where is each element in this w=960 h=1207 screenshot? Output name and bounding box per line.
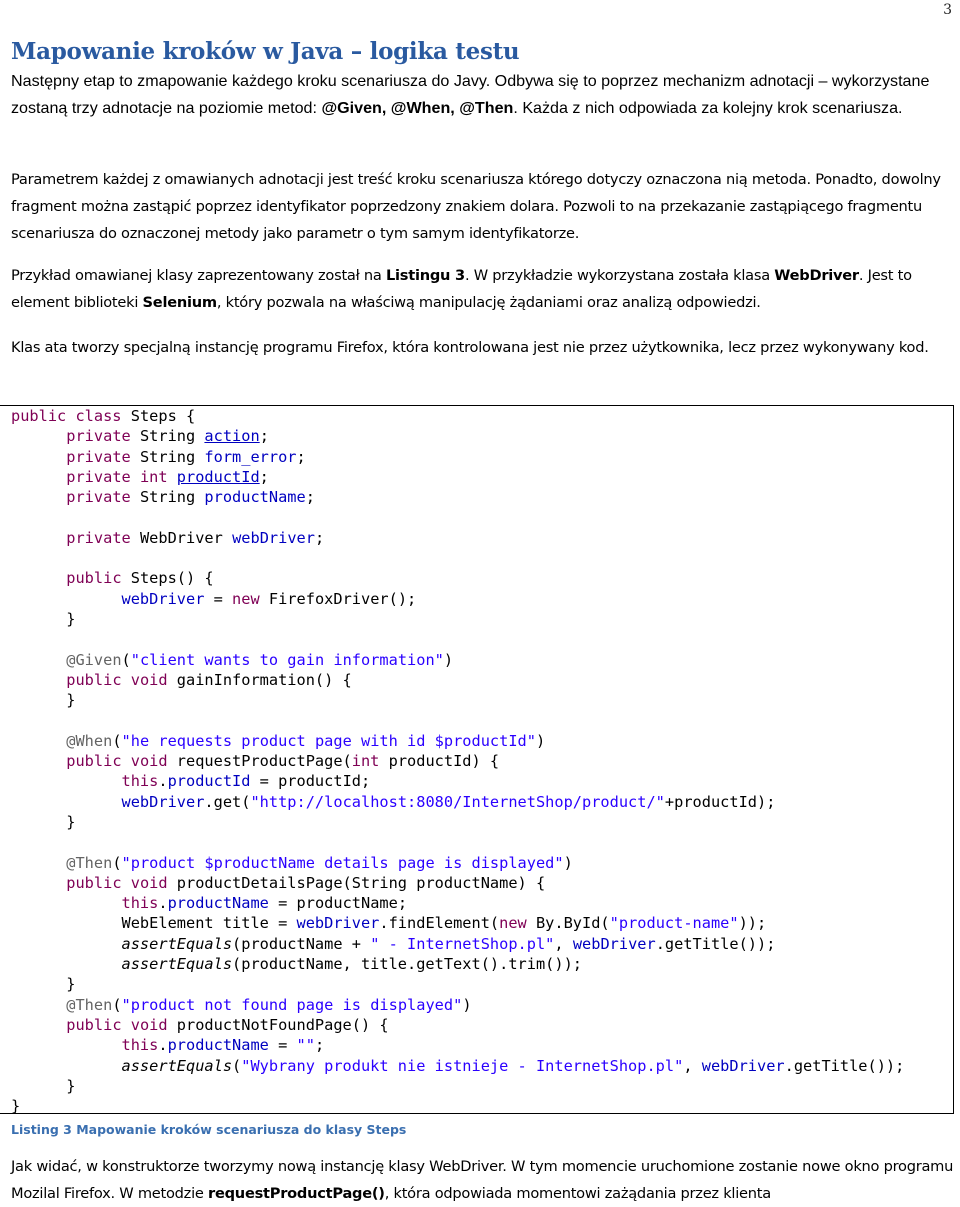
code-token: ) bbox=[443, 650, 454, 669]
code-token bbox=[11, 874, 66, 892]
code-line bbox=[11, 812, 904, 832]
code-token: productName bbox=[204, 488, 306, 507]
code-token: productId) { bbox=[388, 752, 500, 771]
code-line bbox=[11, 609, 904, 629]
code-line bbox=[11, 853, 904, 873]
code-token bbox=[11, 1057, 122, 1075]
code-token bbox=[11, 529, 66, 547]
code-line bbox=[11, 650, 904, 670]
code-token: productName bbox=[167, 1036, 269, 1055]
code-line bbox=[11, 467, 904, 487]
code-token bbox=[11, 935, 122, 953]
code-token: "product-name" bbox=[609, 914, 739, 933]
code-token: ; bbox=[296, 447, 306, 466]
code-token: "product $productName details page is displayed" bbox=[121, 853, 564, 872]
code-token: @When bbox=[66, 731, 113, 750]
code-token: .get( bbox=[204, 792, 251, 811]
method-name: requestProductPage() bbox=[208, 1185, 385, 1202]
code-token bbox=[11, 671, 66, 689]
code-token: public void bbox=[66, 1015, 177, 1034]
code-token: this bbox=[121, 1036, 159, 1055]
code-line bbox=[11, 548, 904, 568]
code-token bbox=[11, 468, 66, 486]
webdriver-term: WebDriver bbox=[774, 267, 859, 284]
code-line bbox=[11, 690, 904, 710]
code-token: private bbox=[66, 528, 140, 547]
code-line bbox=[11, 974, 904, 994]
code-token: public class bbox=[11, 407, 131, 425]
code-token: ( bbox=[121, 650, 131, 669]
code-line bbox=[11, 934, 904, 954]
selenium-term: Selenium bbox=[142, 294, 217, 311]
code-token: "client wants to gain information" bbox=[130, 650, 444, 669]
code-token: public void bbox=[66, 752, 177, 771]
code-line bbox=[11, 832, 904, 852]
code-token: private bbox=[66, 447, 140, 466]
code-token: productId bbox=[167, 772, 251, 791]
code-listing bbox=[11, 406, 904, 1116]
code-token bbox=[11, 772, 122, 790]
code-token: (productName, title.getText().trim()); bbox=[232, 955, 582, 974]
code-line bbox=[11, 1076, 904, 1096]
intro-paragraph bbox=[11, 68, 946, 122]
code-token bbox=[11, 448, 66, 466]
code-token bbox=[11, 914, 122, 932]
code-token: } bbox=[11, 691, 76, 710]
code-token: private int bbox=[66, 467, 177, 486]
code-token: = productName; bbox=[268, 894, 408, 913]
code-token bbox=[11, 651, 66, 669]
code-token: ( bbox=[112, 731, 122, 750]
code-line bbox=[11, 589, 904, 609]
code-token bbox=[11, 590, 122, 608]
listing-reference: Listingu 3 bbox=[386, 267, 465, 284]
code-token: ; bbox=[305, 488, 315, 507]
code-token: . bbox=[158, 772, 168, 791]
code-line bbox=[11, 507, 904, 527]
code-token: .getTitle()); bbox=[655, 934, 776, 953]
code-token: .findElement( bbox=[379, 914, 500, 933]
code-token: @Then bbox=[66, 853, 113, 872]
code-token: } bbox=[11, 1076, 76, 1095]
code-token bbox=[11, 955, 122, 973]
conclusion-paragraph bbox=[11, 1153, 955, 1207]
code-token: webDriver bbox=[121, 792, 205, 811]
code-token: ( bbox=[112, 853, 122, 872]
code-token: ) bbox=[462, 995, 472, 1014]
code-token bbox=[11, 732, 66, 750]
code-line bbox=[11, 893, 904, 913]
code-token bbox=[11, 752, 66, 770]
code-token: assertEquals bbox=[121, 1056, 233, 1075]
code-token: public void bbox=[66, 670, 177, 689]
example-text-4: , który pozwala na właściwą manipulację żądaniami oraz analizą odpowiedzi. bbox=[216, 294, 761, 311]
code-token: . bbox=[158, 894, 168, 913]
page-number: 3 bbox=[943, 2, 952, 18]
code-line bbox=[11, 568, 904, 588]
code-token: productName bbox=[167, 894, 269, 913]
code-line bbox=[11, 1056, 904, 1076]
code-line bbox=[11, 954, 904, 974]
code-token: public void bbox=[66, 873, 177, 892]
code-token: @Then bbox=[66, 995, 113, 1014]
code-token: form_error bbox=[204, 447, 297, 466]
code-token: webDriver bbox=[296, 914, 380, 933]
code-token: public bbox=[66, 569, 131, 588]
code-token: assertEquals bbox=[121, 934, 233, 953]
code-token: +productId); bbox=[664, 792, 776, 811]
code-line bbox=[11, 995, 904, 1015]
code-line bbox=[11, 487, 904, 507]
code-token: "product not found page is displayed" bbox=[121, 995, 463, 1014]
code-line bbox=[11, 913, 904, 933]
code-token: @Given bbox=[66, 650, 122, 669]
code-token: "" bbox=[296, 1036, 315, 1055]
code-token: } bbox=[11, 1097, 21, 1116]
section-heading: Mapowanie kroków w Java – logika testu bbox=[11, 38, 520, 65]
code-token: Steps { bbox=[130, 407, 196, 425]
code-line bbox=[11, 447, 904, 467]
annotations-list: @Given, @When, @Then bbox=[321, 99, 514, 117]
intro-text-2: . Każda z nich odpowiada za kolejny krok scenariusza. bbox=[513, 99, 903, 117]
code-token: By.ById( bbox=[535, 914, 610, 933]
code-token bbox=[11, 427, 66, 445]
intro-text-1: Następny etap to zmapowanie każdego kroku scenariusza do Javy. Odbywa się to poprzez mechanizm adnotacji – wykorzystane zostaną trzy adnotacje na poziomie metod: bbox=[11, 72, 930, 117]
code-line bbox=[11, 670, 904, 690]
code-line bbox=[11, 528, 904, 548]
code-line bbox=[11, 629, 904, 649]
code-token: ; bbox=[259, 467, 269, 486]
code-token: webDriver bbox=[701, 1056, 785, 1075]
code-token bbox=[11, 1036, 122, 1054]
code-token: (productName + bbox=[232, 934, 371, 953]
code-token: } bbox=[11, 609, 76, 628]
code-token: FirefoxDriver(); bbox=[268, 589, 417, 608]
code-token: WebDriver bbox=[139, 528, 233, 547]
code-token: .getTitle()); bbox=[784, 1056, 905, 1075]
code-token: ) bbox=[563, 853, 573, 872]
code-token: "http://localhost:8080/InternetShop/product/" bbox=[250, 792, 665, 811]
example-paragraph bbox=[11, 262, 955, 316]
code-token: "he requests product page with id $productId" bbox=[121, 731, 536, 750]
code-token: new bbox=[232, 589, 269, 608]
code-token: WebElement title = bbox=[121, 914, 297, 933]
code-token bbox=[11, 569, 66, 587]
code-token: ( bbox=[112, 995, 122, 1014]
code-line bbox=[11, 1096, 904, 1116]
code-token: private bbox=[66, 427, 140, 446]
code-token: requestProductPage( bbox=[176, 752, 352, 771]
code-line bbox=[11, 731, 904, 751]
parameters-paragraph: Parametrem każdej z omawianych adnotacji jest treść kroku scenariusza którego dotyczy oznaczona nią metoda. Ponadto, dowolny fragment można zastąpić poprzez identyfikator poprzedzony znakiem dolara. Pozwoli to na przekazanie zastąpiącego fragmentu scenariusza do oznaczonej metody jako parametr o tym samym identyfikatorze. bbox=[11, 171, 941, 242]
code-token: this bbox=[121, 894, 159, 913]
code-token: String bbox=[139, 447, 205, 466]
code-token: webDriver bbox=[121, 589, 205, 608]
conclusion-text-2: , która odpowiada momentowi zażądania przez klienta bbox=[384, 1185, 771, 1202]
code-token: ( bbox=[232, 1056, 242, 1075]
code-line bbox=[11, 873, 904, 893]
code-token: gainInformation() { bbox=[176, 670, 352, 689]
code-token: } bbox=[11, 812, 76, 831]
code-token: ; bbox=[314, 528, 325, 547]
code-token: = productId; bbox=[250, 772, 371, 791]
code-token: productDetailsPage(String productName) { bbox=[176, 873, 546, 892]
code-token: webDriver bbox=[572, 934, 656, 953]
code-token: Steps() { bbox=[130, 569, 214, 588]
conclusion-text-1: Jak widać, w konstruktorze tworzymy nową instancję klasy WebDriver. W tym momencie uruchomione zostanie nowe okno programu Mozilal Firefox. W metodzie bbox=[11, 1158, 954, 1202]
code-token: = bbox=[204, 589, 233, 608]
code-token: int bbox=[351, 752, 389, 771]
code-line bbox=[11, 792, 904, 812]
code-token: action bbox=[204, 427, 260, 446]
example-text-3: . Jest to element biblioteki bbox=[11, 267, 912, 311]
example-text-2: . W przykładzie wykorzystana została klasa bbox=[464, 267, 775, 284]
code-token: webDriver bbox=[232, 528, 315, 547]
code-line bbox=[11, 1035, 904, 1055]
code-line bbox=[11, 1015, 904, 1035]
code-token: ; bbox=[314, 1036, 325, 1055]
example-text-1: Przykład omawianej klasy zaprezentowany został na bbox=[11, 267, 386, 284]
code-token: "Wybrany produkt nie istnieje - InternetShop.pl" bbox=[241, 1056, 684, 1075]
code-token: } bbox=[11, 975, 76, 994]
code-token bbox=[11, 996, 66, 1014]
code-token: )); bbox=[738, 914, 767, 933]
code-token: this bbox=[121, 772, 159, 791]
code-line bbox=[11, 406, 904, 426]
code-token: = bbox=[268, 1036, 297, 1055]
code-token: String bbox=[139, 427, 205, 446]
code-token bbox=[11, 1016, 66, 1034]
code-line bbox=[11, 771, 904, 791]
code-token: , bbox=[554, 934, 573, 953]
code-token bbox=[11, 854, 66, 872]
code-line bbox=[11, 751, 904, 771]
code-token: productId bbox=[176, 467, 260, 486]
code-token: , bbox=[683, 1056, 702, 1075]
code-token bbox=[11, 488, 66, 506]
code-token: private bbox=[66, 488, 140, 507]
code-token bbox=[11, 793, 122, 811]
firefox-paragraph: Klas ata tworzy specjalną instancję programu Firefox, która kontrolowana jest nie przez użytkownika, lecz przez wykonywany kod. bbox=[11, 339, 929, 356]
code-line bbox=[11, 710, 904, 730]
code-token: ; bbox=[259, 427, 269, 446]
code-line bbox=[11, 426, 904, 446]
code-token bbox=[11, 894, 122, 912]
code-token: . bbox=[158, 1036, 168, 1055]
code-token: assertEquals bbox=[121, 955, 233, 974]
code-token: " - InternetShop.pl" bbox=[370, 934, 555, 953]
listing-caption: Listing 3 Mapowanie kroków scenariusza do klasy Steps bbox=[11, 1122, 407, 1137]
code-token: ) bbox=[535, 731, 546, 750]
code-token: new bbox=[499, 914, 536, 933]
code-token: String bbox=[139, 488, 205, 507]
code-token: productNotFoundPage() { bbox=[176, 1015, 389, 1034]
